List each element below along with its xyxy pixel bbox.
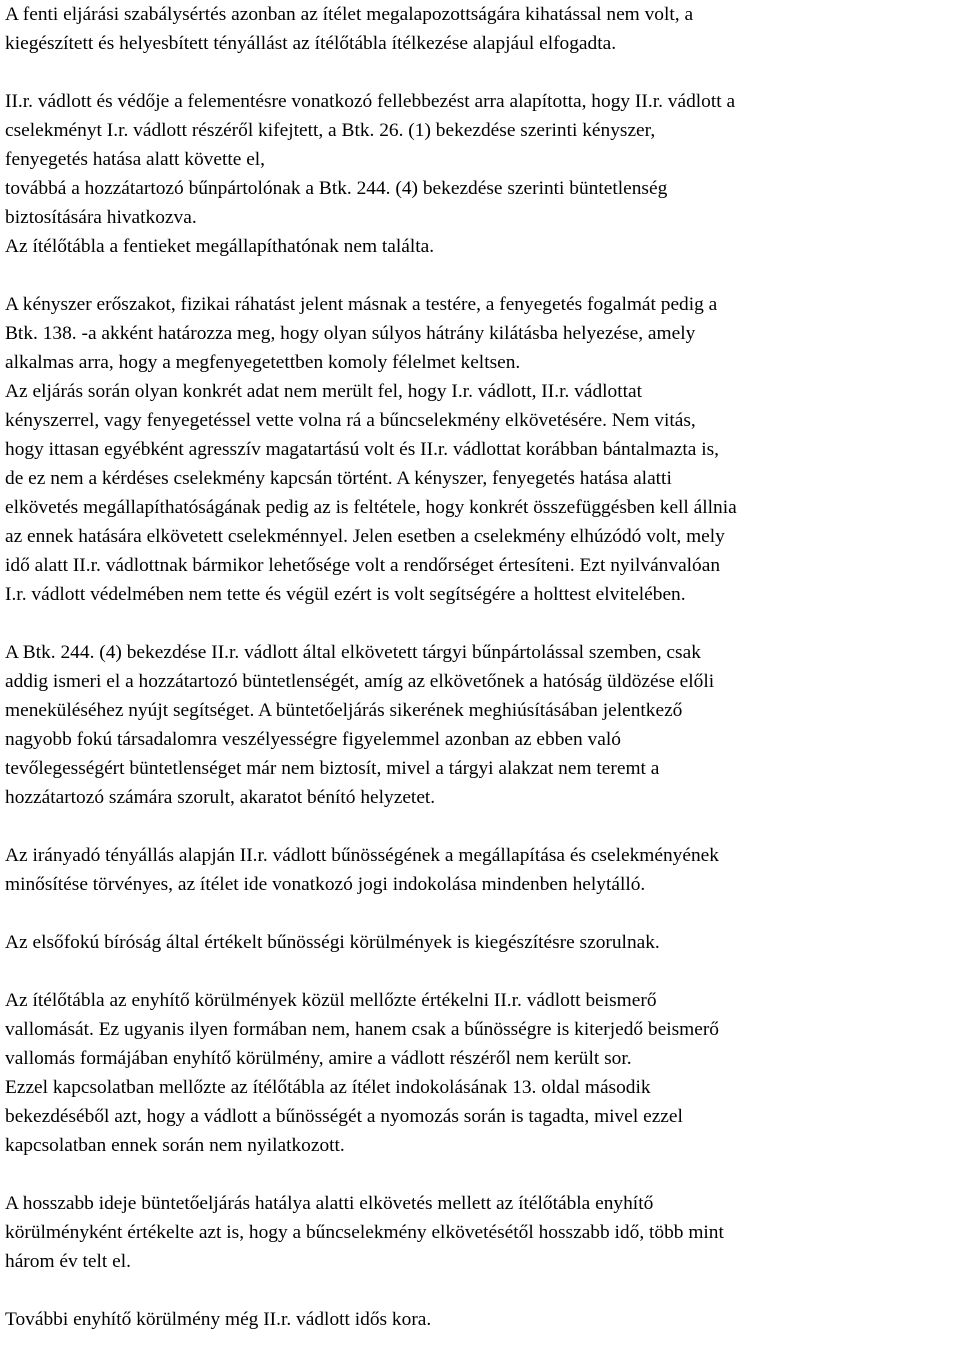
text-line: addig ismeri el a hozzátartozó büntetlenségét, amíg az elkövetőnek a hatóság üldözése előli [5,671,715,692]
text-line: A Btk. 244. (4) bekezdése II.r. vádlott által elkövetett tárgyi bűnpártolással szemben, csak [5,642,701,663]
document-page [5,0,957,1334]
text-line: az ennek hatására elkövetett cselekménnyel. Jelen esetben a cselekmény elhúzódó volt, mely [5,526,725,547]
text-line: Btk. 138. -a akként határozza meg, hogy olyan súlyos hátrány kilátásba helyezése, amely [5,323,696,344]
text-line: A fenti eljárási szabálysértés azonban az ítélet megalapozottságára kihatással nem volt, a [5,4,694,25]
text-line: körülményként értékelte azt is, hogy a bűncselekmény elkövetésétől hosszabb idő, több mint [5,1222,724,1243]
text-line: A hosszabb ideje büntetőeljárás hatálya alatti elkövetés mellett az ítélőtábla enyhítő [5,1193,654,1214]
text-line: minősítése törvényes, az ítélet ide vonatkozó jogi indokolása mindenben helytálló. [5,874,646,895]
text-line: vallomás formájában enyhítő körülmény, amire a vádlott részéről nem került sor. [5,1048,632,1069]
blank-line [5,58,957,87]
text-line: kiegészített és helyesbített tényállást az ítélőtábla ítélkezése alapjául elfogadta. [5,33,617,54]
text-line: három év telt el. [5,1251,131,1272]
text-line: kapcsolatban ennek során nem nyilatkozott. [5,1135,345,1156]
text-line: kényszerrel, vagy fenyegetéssel vette volna rá a bűncselekmény elkövetésére. Nem vitás, [5,410,696,431]
blank-line [5,899,957,928]
text-line: továbbá a hozzátartozó bűnpártolónak a Btk. 244. (4) bekezdése szerinti büntetlenség [5,178,668,199]
text-line: Az irányadó tényállás alapján II.r. vádlott bűnösségének a megállapítása és cselekményének [5,845,719,866]
text-line: elkövetés megállapíthatóságának pedig az is feltétele, hogy konkrét összefüggésben kell állnia [5,497,737,518]
text-line: II.r. vádlott és védője a felementésre vonatkozó fellebbezést arra alapította, hogy II.r. vádlott a [5,91,736,112]
text-line: vallomását. Ez ugyanis ilyen formában nem, hanem csak a bűnösségre is kiterjedő beismerő [5,1019,720,1040]
text-line: A kényszer erőszakot, fizikai ráhatást jelent másnak a testére, a fenyegetés fogalmát pedig a [5,294,718,315]
text-line: biztosítására hivatkozva. [5,207,197,228]
text-line: idő alatt II.r. vádlottnak bármikor lehetősége volt a rendőrséget értesíteni. Ezt nyilvánvalóan [5,555,721,576]
text-line: tevőlegességért büntetlenséget már nem biztosít, mivel a tárgyi alakzat nem teremt a [5,758,660,779]
text-line: cselekményt I.r. vádlott részéről kifejtett, a Btk. 26. (1) bekezdése szerinti kényszer, [5,120,656,141]
blank-line [5,957,957,986]
text-line: hozzátartozó számára szorult, akaratot bénító helyzetet. [5,787,436,808]
blank-line [5,1160,957,1189]
blank-line [5,609,957,638]
blank-line [5,812,957,841]
text-line: bekezdéséből azt, hogy a vádlott a bűnösségét a nyomozás során is tagadta, mivel ezzel [5,1106,683,1127]
blank-line [5,261,957,290]
text-line: Ezzel kapcsolatban mellőzte az ítélőtábla az ítélet indokolásának 13. oldal második [5,1077,651,1098]
text-line: de ez nem a kérdéses cselekmény kapcsán történt. A kényszer, fenyegetés hatása alatti [5,468,672,489]
text-line: fenyegetés hatása alatt követte el, [5,149,266,170]
blank-line [5,1276,957,1305]
text-line: Az ítélőtábla az enyhítő körülmények közül mellőzte értékelni II.r. vádlott beismerő [5,990,657,1011]
text-line: meneküléséhez nyújt segítséget. A büntetőeljárás sikerének meghiúsításában jelentkező [5,700,683,721]
text-line: További enyhítő körülmény még II.r. vádlott idős kora. [5,1309,432,1330]
text-line: Az eljárás során olyan konkrét adat nem merült fel, hogy I.r. vádlott, II.r. vádlottat [5,381,643,402]
text-line: nagyobb fokú társadalomra veszélyességre figyelemmel azonban az ebben való [5,729,621,750]
text-line: I.r. vádlott védelmében nem tette és végül ezért is volt segítségére a holttest elvitelében. [5,584,686,605]
text-line: Az elsőfokú bíróság által értékelt bűnösségi körülmények is kiegészítésre szorulnak. [5,932,660,953]
text-line: Az ítélőtábla a fentieket megállapíthatónak nem találta. [5,236,435,257]
text-line: hogy ittasan egyébként agresszív magatartású volt és II.r. vádlottat korábban bántalmazta is, [5,439,719,460]
text-line: alkalmas arra, hogy a megfenyegetettben komoly félelmet keltsen. [5,352,521,373]
